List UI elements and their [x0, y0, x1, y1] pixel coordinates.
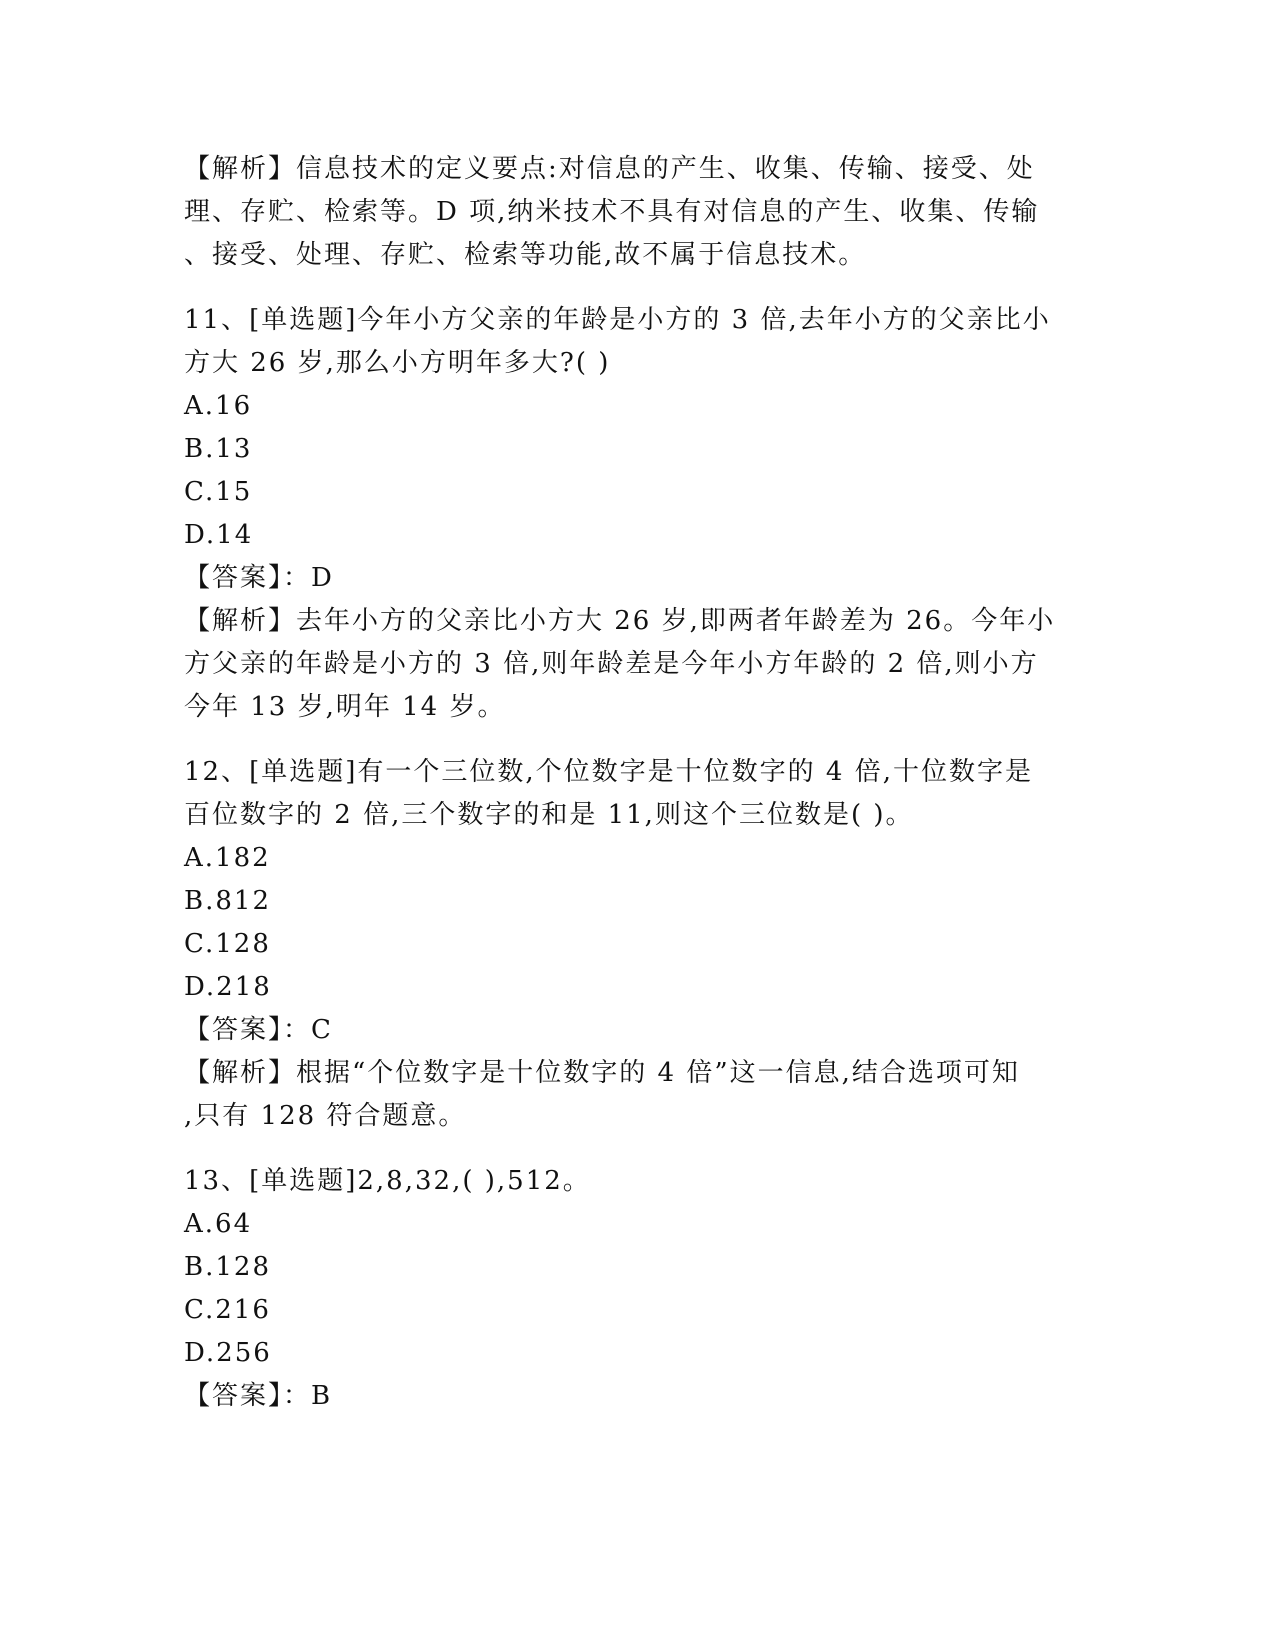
option-a: A.64: [184, 1209, 253, 1239]
option-b: B.128: [184, 1252, 271, 1282]
question-stem: 13、[单选题]2,8,32,( ),512。: [184, 1166, 591, 1196]
option-c: C.128: [184, 929, 271, 959]
answer-line: 【答案】：C: [184, 1015, 333, 1045]
analysis-line: 【解析】根据“个位数字是十位数字的 4 倍”这一信息,结合选项可知: [184, 1058, 1020, 1088]
answer-line: 【答案】：B: [184, 1381, 333, 1411]
question-stem: 11、[单选题]今年小方父亲的年龄是小方的 3 倍,去年小方的父亲比小: [184, 305, 1051, 335]
analysis-line: 理、存贮、检索等。D 项,纳米技术不具有对信息的产生、收集、传输: [184, 197, 1040, 227]
option-d: D.218: [184, 972, 272, 1002]
answer-line: 【答案】：D: [184, 563, 334, 593]
option-d: D.256: [184, 1338, 272, 1368]
analysis-line: ,只有 128 符合题意。: [184, 1101, 467, 1131]
question-13: [184, 1160, 1084, 1418]
option-a: A.182: [184, 843, 271, 873]
question-11: [184, 299, 1084, 729]
option-c: C.15: [184, 477, 253, 507]
question-stem: 方大 26 岁,那么小方明年多大?( ): [184, 348, 611, 378]
question-stem: 百位数字的 2 倍,三个数字的和是 11,则这个三位数是( )。: [184, 800, 914, 830]
question-12: [184, 751, 1084, 1138]
option-a: A.16: [184, 391, 253, 421]
previous-analysis-block: [184, 148, 1084, 277]
analysis-line: 方父亲的年龄是小方的 3 倍,则年龄差是今年小方年龄的 2 倍,则小方: [184, 649, 1039, 679]
option-c: C.216: [184, 1295, 271, 1325]
analysis-line: 、接受、处理、存贮、检索等功能,故不属于信息技术。: [184, 240, 867, 270]
document-page: [184, 148, 1084, 1418]
option-b: B.812: [184, 886, 271, 916]
option-b: B.13: [184, 434, 253, 464]
option-d: D.14: [184, 520, 254, 550]
question-stem: 12、[单选题]有一个三位数,个位数字是十位数字的 4 倍,十位数字是: [184, 757, 1033, 787]
analysis-line: 【解析】去年小方的父亲比小方大 26 岁,即两者年龄差为 26。今年小: [184, 606, 1056, 636]
analysis-line: 【解析】信息技术的定义要点:对信息的产生、收集、传输、接受、处: [184, 154, 1035, 184]
analysis-line: 今年 13 岁,明年 14 岁。: [184, 692, 506, 722]
